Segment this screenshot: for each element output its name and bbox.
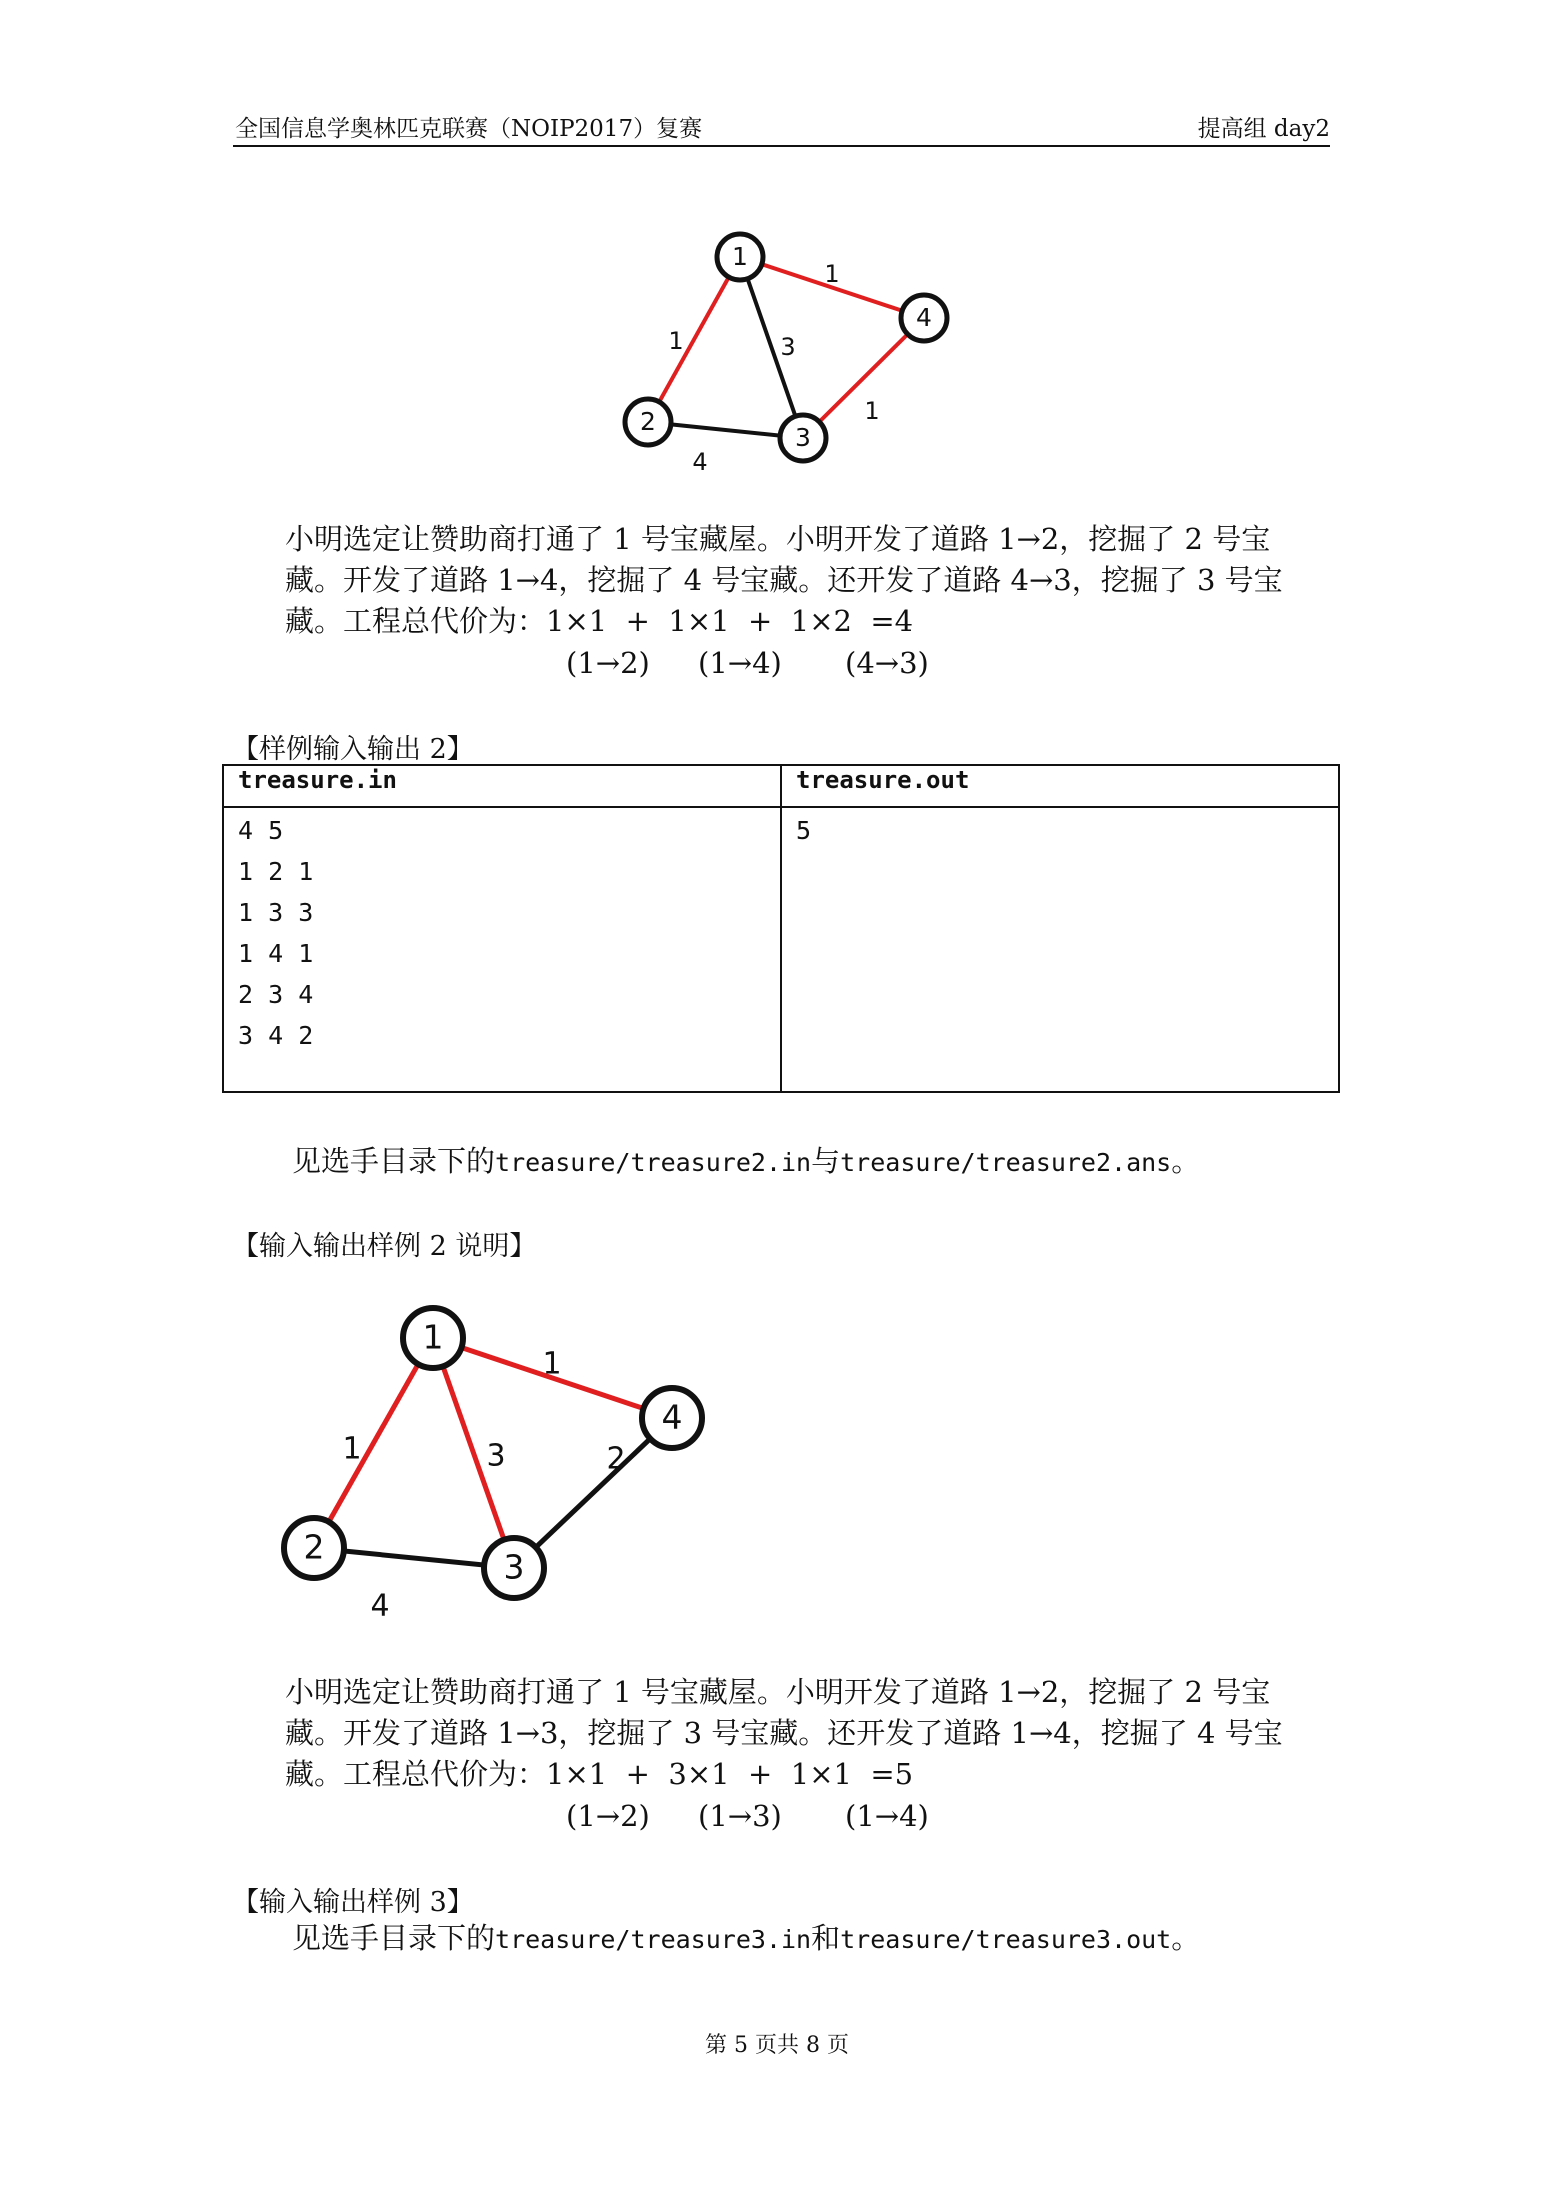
- explain-line: 小明选定让赞助商打通了 1 号宝藏屋。小明开发了道路 1→2，挖掘了 2 号宝: [285, 1675, 1271, 1709]
- example2-graph-diagram: [270, 1290, 720, 1630]
- input-line: 1 2 1: [238, 857, 314, 886]
- see-files-joiner: 与: [811, 1144, 841, 1178]
- example1-explanation: [285, 519, 1283, 642]
- edge-weight-label: 4: [370, 1588, 390, 1624]
- example1-paths: [566, 646, 929, 680]
- file-path-input: treasure/treasure3.in: [495, 1925, 812, 1954]
- explain-line: 藏。工程总代价为：1×1 + 1×1 + 1×2 =4: [285, 604, 914, 638]
- node-label: 4: [916, 303, 932, 332]
- explain-line: 藏。开发了道路 1→4，挖掘了 4 号宝藏。还开发了道路 4→3，挖掘了 3 号宝: [285, 563, 1283, 597]
- header-divider: [233, 145, 1330, 147]
- example2-see-files: [292, 1141, 1200, 1183]
- node-label: 3: [503, 1547, 525, 1587]
- path-label: (1→2): [566, 1799, 650, 1833]
- input-line: 2 3 4: [238, 980, 314, 1009]
- header-contest-title: 全国信息学奥林匹克联赛（NOIP2017）复赛: [235, 116, 703, 142]
- see-files-end: 。: [1171, 1144, 1201, 1178]
- explain-line: 藏。开发了道路 1→3，挖掘了 3 号宝藏。还开发了道路 1→4，挖掘了 4 号宝: [285, 1716, 1283, 1750]
- edge-weight-label: 1: [668, 327, 684, 355]
- see-files-end: 。: [1171, 1921, 1201, 1955]
- file-path-input: treasure/treasure2.in: [495, 1148, 812, 1177]
- edge-weight-label: 4: [692, 448, 708, 470]
- edge-weight-label: 3: [780, 333, 796, 361]
- see-files-prefix: 见选手目录下的: [292, 1144, 496, 1178]
- see-files-joiner: 和: [811, 1921, 841, 1955]
- file-path-output: treasure/treasure3.out: [840, 1925, 1172, 1954]
- input-line: 1 4 1: [238, 939, 314, 968]
- example2-explanation: [285, 1672, 1283, 1795]
- edge-1-2: [314, 1338, 433, 1548]
- input-line: 3 4 2: [238, 1021, 314, 1050]
- table-header-input: treasure.in: [223, 765, 781, 807]
- path-label: (1→4): [845, 1799, 929, 1833]
- path-label: (1→2): [566, 646, 650, 680]
- input-cell: [223, 807, 781, 1092]
- page-number: 第 5 页共 8 页: [705, 2033, 849, 2058]
- node-label: 2: [640, 407, 656, 436]
- node-label: 1: [732, 242, 748, 271]
- path-label: (4→3): [845, 646, 929, 680]
- see-files-prefix: 见选手目录下的: [292, 1921, 496, 1955]
- output-line: 5: [796, 816, 812, 845]
- node-label: 3: [795, 423, 811, 452]
- header-group-day: 提高组 day2: [1197, 116, 1330, 142]
- example1-graph-diagram: [600, 220, 980, 470]
- node-label: 4: [661, 1397, 683, 1437]
- edge-weight-label: 1: [864, 397, 880, 425]
- table-header-output: treasure.out: [781, 765, 1339, 807]
- edge-weight-label: 1: [824, 260, 840, 288]
- file-path-answer: treasure/treasure2.ans: [840, 1148, 1172, 1177]
- node-label: 1: [422, 1317, 444, 1357]
- edge-1-2: [648, 257, 740, 422]
- example2-io-table: [222, 764, 1340, 1093]
- example2-paths: [566, 1799, 929, 1833]
- path-label: (1→4): [698, 646, 782, 680]
- example3-see-files: [292, 1918, 1200, 1960]
- example3-title: 【输入输出样例 3】: [232, 1887, 474, 1918]
- node-label: 2: [303, 1527, 325, 1567]
- example2-title: 【样例输入输出 2】: [232, 734, 474, 765]
- edge-weight-label: 1: [542, 1346, 562, 1382]
- path-label: (1→3): [698, 1799, 782, 1833]
- edge-weight-label: 2: [606, 1441, 626, 1477]
- input-line: 1 3 3: [238, 898, 314, 927]
- input-line: 4 5: [238, 816, 284, 845]
- example2-explain-title: 【输入输出样例 2 说明】: [232, 1231, 537, 1262]
- output-cell: [781, 807, 1339, 1092]
- edge-weight-label: 3: [486, 1438, 506, 1474]
- explain-line: 小明选定让赞助商打通了 1 号宝藏屋。小明开发了道路 1→2，挖掘了 2 号宝: [285, 522, 1271, 556]
- edge-weight-label: 1: [342, 1431, 362, 1467]
- explain-line: 藏。工程总代价为：1×1 + 3×1 + 1×1 =5: [285, 1757, 914, 1791]
